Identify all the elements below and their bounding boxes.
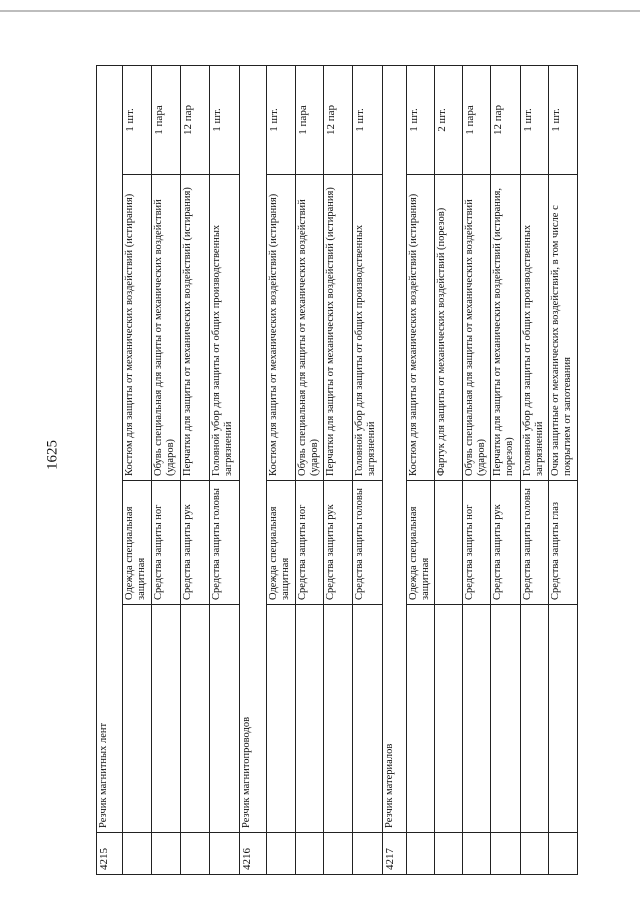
table-row [407,65,435,874]
ppe-name: Обувь специальная для защиты от механических воздействий (ударов) [296,175,324,481]
table-row [181,65,210,874]
top-divider-line [0,10,640,12]
ppe-quantity: 12 пар [181,65,210,174]
profession-name: Резчик материалов [383,65,407,832]
table-row [97,65,123,874]
page-number-text: 1625 [44,440,61,470]
ppe-quantity: 1 шт. [267,65,296,174]
item-code: 4216 [240,833,267,875]
ppe-quantity: 2 шт. [435,65,463,174]
item-code [181,833,210,875]
ppe-quantity: 1 шт. [407,65,435,174]
profession-name [181,605,210,833]
ppe-type: Средства защиты глаз [549,481,578,605]
table-row [521,65,549,874]
item-code [152,833,181,875]
item-code: 4217 [383,833,407,875]
table-row [152,65,181,874]
ppe-quantity: 1 шт. [549,65,578,174]
item-code [353,833,383,875]
profession-name [210,605,240,833]
ppe-type: Средства защиты ног [463,481,491,605]
table-row [435,65,463,874]
table-row [463,65,491,874]
ppe-type: Средства защиты головы [210,481,240,605]
ppe-name: Фартук для защиты от механических воздействий (порезов) [435,175,463,481]
profession-name: Резчик магнитных лент [97,65,123,832]
ppe-type: Средства защиты головы [353,481,383,605]
ppe-type: Одежда специальная защитная [123,481,152,605]
table-row [549,65,578,874]
ppe-type: Одежда специальная защитная [407,481,435,605]
item-code [210,833,240,875]
table-row [353,65,383,874]
profession-name [123,605,152,833]
table-row [383,65,407,874]
table-container [96,66,574,875]
ppe-quantity: 1 пара [296,65,324,174]
ppe-name: Головной убор для защиты от общих производственных загрязнений [521,175,549,481]
item-code [267,833,296,875]
ppe-name: Обувь специальная для защиты от механических воздействий (ударов) [152,175,181,481]
ppe-type: Средства защиты головы [521,481,549,605]
ppe-name: Обувь специальная для защиты от механических воздействий (ударов) [463,175,491,481]
profession-name: Резчик магнитопроводов [240,65,267,832]
ppe-norms-table [96,65,578,875]
item-code [549,833,578,875]
table-row [123,65,152,874]
profession-name [296,605,324,833]
item-code [435,833,463,875]
item-code [463,833,491,875]
ppe-type: Средства защиты рук [181,481,210,605]
profession-name [463,605,491,833]
ppe-type [435,481,463,605]
ppe-quantity: 12 пар [491,65,521,174]
item-code [296,833,324,875]
ppe-name: Костюм для защиты от механических воздействий (истирания) [407,175,435,481]
profession-name [267,605,296,833]
ppe-quantity: 1 шт. [521,65,549,174]
item-code: 4215 [97,833,123,875]
ppe-quantity: 12 пар [324,65,353,174]
item-code [491,833,521,875]
ppe-name: Костюм для защиты от механических воздействий (истирания) [123,175,152,481]
ppe-quantity: 1 пара [152,65,181,174]
profession-name [491,605,521,833]
table-row [324,65,353,874]
ppe-name: Костюм для защиты от механических воздействий (истирания) [267,175,296,481]
profession-name [324,605,353,833]
ppe-quantity: 1 пара [463,65,491,174]
item-code [324,833,353,875]
ppe-name: Перчатки для защиты от механических воздействий (истирания) [324,175,353,481]
profession-name [521,605,549,833]
profession-name [549,605,578,833]
ppe-type: Одежда специальная защитная [267,481,296,605]
profession-name [353,605,383,833]
table-row [296,65,324,874]
ppe-name: Головной убор для защиты от общих производственных загрязнений [353,175,383,481]
ppe-name: Очки защитные от механических воздействий, в том числе с покрытием от запотевания [549,175,578,481]
page-number [41,435,65,475]
ppe-type: Средства защиты рук [491,481,521,605]
ppe-quantity: 1 шт. [210,65,240,174]
ppe-name: Перчатки для защиты от механических воздействий (истирания, порезов) [491,175,521,481]
table-row [491,65,521,874]
ppe-name: Перчатки для защиты от механических воздействий (истирания) [181,175,210,481]
ppe-type: Средства защиты ног [296,481,324,605]
profession-name [407,605,435,833]
item-code [407,833,435,875]
ppe-type: Средства защиты ног [152,481,181,605]
ppe-quantity: 1 шт. [353,65,383,174]
table-row [267,65,296,874]
profession-name [435,605,463,833]
ppe-quantity: 1 шт. [123,65,152,174]
item-code [123,833,152,875]
table-row [240,65,267,874]
table-row [210,65,240,874]
profession-name [152,605,181,833]
item-code [521,833,549,875]
ppe-type: Средства защиты рук [324,481,353,605]
ppe-name: Головной убор для защиты от общих производственных загрязнений [210,175,240,481]
